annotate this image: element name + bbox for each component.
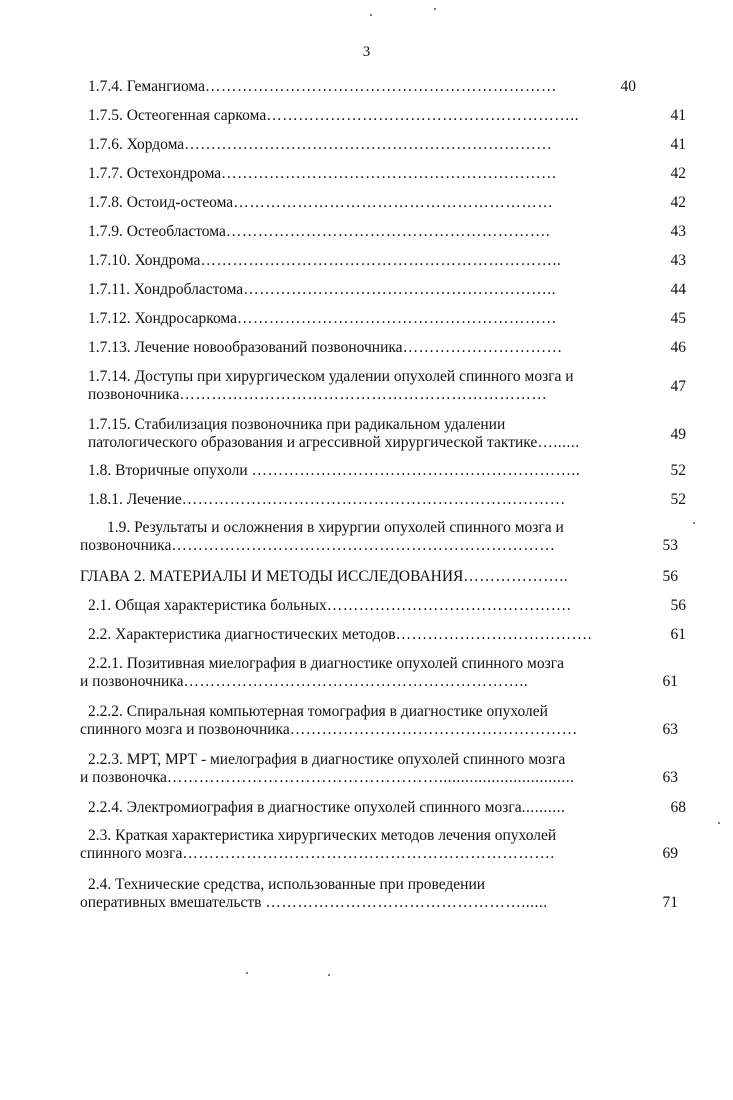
toc-entry-title: 2.2. Характеристика диагностических методов xyxy=(88,626,396,643)
toc-entry-title: 1.7.12. Хондросаркома xyxy=(88,310,238,327)
toc-entry-title: 2.2.3. МРТ, МРТ - миелография в диагностике опухолей спинного мозга xyxy=(88,751,566,768)
toc-entry-title: 1.7.15. Стабилизация позвоночника при радикальном удалении xyxy=(88,416,506,433)
toc-entry-title: 2.2.2. Спиральная компьютерная томография в диагностике опухолей xyxy=(88,703,548,720)
toc-entry-title: 1.7.11. Хондробластома xyxy=(88,281,244,298)
scan-speck xyxy=(434,8,436,10)
toc-page-number: 56 xyxy=(662,568,678,585)
toc-page-number: 46 xyxy=(670,339,686,356)
toc-page-number: 61 xyxy=(662,673,678,690)
toc-entry xyxy=(80,165,686,183)
toc-page-number: 53 xyxy=(662,537,678,554)
scan-speck xyxy=(718,822,720,824)
toc-leader-dots: …………………………………………………… xyxy=(237,310,558,327)
toc-leader-dots: ………………………………………………….. xyxy=(266,107,579,124)
toc-entry xyxy=(80,252,686,270)
toc-leader-dots: ………………………………………. xyxy=(326,597,572,614)
scan-speck xyxy=(246,972,248,974)
toc-entry xyxy=(80,194,686,212)
toc-entry xyxy=(80,655,678,691)
toc-page-number: 43 xyxy=(670,252,686,269)
toc-entry-title: 2.3. Краткая характеристика хирургических методов лечения опухолей xyxy=(88,827,557,844)
toc-leader-dots: ……………………………………………………………… xyxy=(181,491,566,508)
toc-leader-dots: ……………………………………………………….. xyxy=(183,673,529,690)
toc-entry xyxy=(80,751,678,787)
toc-page-number: 41 xyxy=(670,107,686,124)
toc-entry-title: 1.7.6. Хордома xyxy=(88,136,185,153)
toc-entry-title-cont: оперативных вмешательств xyxy=(80,894,266,911)
toc-entry xyxy=(80,703,678,739)
toc-entry-title: 2.4. Технические средства, использованные при проведении xyxy=(88,876,486,893)
toc-page-number: 43 xyxy=(670,223,686,240)
toc-entry xyxy=(80,827,678,863)
toc-entry xyxy=(80,281,686,299)
toc-entry-title: 1.7.4. Гемангиома xyxy=(88,78,205,95)
toc-leader-dots: ……………………………………………………… xyxy=(221,165,558,182)
toc-page-number: 63 xyxy=(662,769,678,786)
toc-entry-title-cont: спинного мозга и позвоночника xyxy=(80,721,290,738)
toc-leader-dots: …...... xyxy=(537,434,580,451)
toc-leader-dots: ………………………………………………………….. xyxy=(200,252,562,269)
toc-entry-title-cont: спинного мозга xyxy=(80,845,183,862)
toc-page-number: 42 xyxy=(670,194,686,211)
toc-entry xyxy=(80,462,686,480)
toc-page-number: 41 xyxy=(670,136,686,153)
toc-page-number: 63 xyxy=(662,721,678,738)
toc-entry xyxy=(80,597,686,615)
toc-entry xyxy=(80,568,678,586)
scan-speck xyxy=(370,14,372,16)
toc-page-number: 68 xyxy=(670,799,686,816)
toc-entry xyxy=(80,78,636,96)
toc-leader-dots: ……………….. xyxy=(463,568,569,585)
toc-entry xyxy=(80,799,686,817)
toc-entry xyxy=(80,519,678,555)
toc-leader-dots: …………………………………………………… xyxy=(233,194,554,211)
toc-entry-title-cont: позвоночника xyxy=(80,537,172,554)
toc-page-number: 44 xyxy=(670,281,686,298)
toc-entry xyxy=(80,876,678,912)
toc-entry-title: 1.8.1. Лечение xyxy=(88,491,182,508)
toc-entry-title: 1.7.8. Остоид-остеома xyxy=(88,194,234,211)
toc-page-number: 52 xyxy=(670,462,686,479)
toc-entry xyxy=(80,136,686,154)
toc-leader-dots: ………………………………………………………… xyxy=(204,78,557,95)
toc-page-number: 71 xyxy=(662,894,678,911)
toc-leader-dots: …………………………………………...... xyxy=(265,894,548,911)
toc-leader-dots: ……………………………………………………………… xyxy=(171,537,556,554)
toc-entry xyxy=(80,223,686,241)
toc-entry-title-cont: патологического образования и агрессивной хирургической тактике xyxy=(88,434,538,451)
toc-entry-title: 1.7.9. Остеобластома xyxy=(88,223,226,240)
toc-leader-dots: ………………………… xyxy=(402,339,563,356)
toc-entry-title: 1.7.14. Доступы при хирургическом удалении опухолей спинного мозга и xyxy=(88,368,574,385)
toc-leader-dots: .......... xyxy=(521,799,566,816)
toc-page-number: 61 xyxy=(670,626,686,643)
toc-entry-title: 1.7.5. Остеогенная саркома xyxy=(88,107,267,124)
toc-entry xyxy=(80,416,686,452)
toc-entry-title: 1.9. Результаты и осложнения в хирургии опухолей спинного мозга и xyxy=(107,519,564,536)
toc-leader-dots: …………………………………………………………… xyxy=(179,386,548,403)
toc-leader-dots: ……………………………………………............................... xyxy=(166,769,575,786)
toc-entry-title: 1.7.10. Хондрома xyxy=(88,252,201,269)
toc-page-number: 56 xyxy=(670,597,686,614)
scan-speck xyxy=(328,974,330,976)
toc-entry xyxy=(80,368,686,404)
toc-page-number: 47 xyxy=(670,378,686,395)
toc-leader-dots: ……………………………………………… xyxy=(289,721,578,738)
toc-leader-dots: ……………………………………………………. xyxy=(225,223,551,240)
toc-entry-title-cont: позвоночника xyxy=(88,386,180,403)
toc-leader-dots: ………………………………. xyxy=(395,626,592,643)
toc-leader-dots: …………………………………………………….. xyxy=(251,462,581,479)
toc-entry xyxy=(80,491,686,509)
toc-entry-title: 2.2.1. Позитивная миелография в диагностике опухолей спинного мозга xyxy=(88,655,564,672)
toc-entry-title: 1.7.7. Остехондрома xyxy=(88,165,222,182)
toc-entry xyxy=(80,339,686,357)
toc-entry-title-cont: и позвоночника xyxy=(80,673,184,690)
toc-chapter-title: ГЛАВА 2. МАТЕРИАЛЫ И МЕТОДЫ ИССЛЕДОВАНИЯ xyxy=(80,568,464,585)
toc-entry xyxy=(80,310,686,328)
toc-page-number: 49 xyxy=(670,426,686,443)
page-number: 3 xyxy=(362,44,371,60)
toc-page-number: 45 xyxy=(670,310,686,327)
toc-page-number: 40 xyxy=(620,78,636,95)
toc-page-number: 52 xyxy=(670,491,686,508)
toc-leader-dots: ……………………………………………………………. xyxy=(182,845,555,862)
toc-leader-dots: ………………………………………………….. xyxy=(243,281,556,298)
toc-entry-title: 1.8. Вторичные опухоли xyxy=(88,462,252,479)
toc-entry-title: 2.2.4. Электромиография в диагностике опухолей спинного мозга xyxy=(88,799,522,816)
toc-entry xyxy=(80,626,686,644)
toc-entry-title-cont: и позвоночка xyxy=(80,769,167,786)
toc-leader-dots: …………………………………………………………… xyxy=(184,136,553,153)
toc-page-number: 42 xyxy=(670,165,686,182)
scan-speck xyxy=(693,522,695,524)
toc-entry-title: 1.7.13. Лечение новообразований позвоночника xyxy=(88,339,403,356)
toc-page-number: 69 xyxy=(662,845,678,862)
toc-entry-title: 2.1. Общая характеристика больных xyxy=(88,597,327,614)
toc-entry xyxy=(80,107,686,125)
